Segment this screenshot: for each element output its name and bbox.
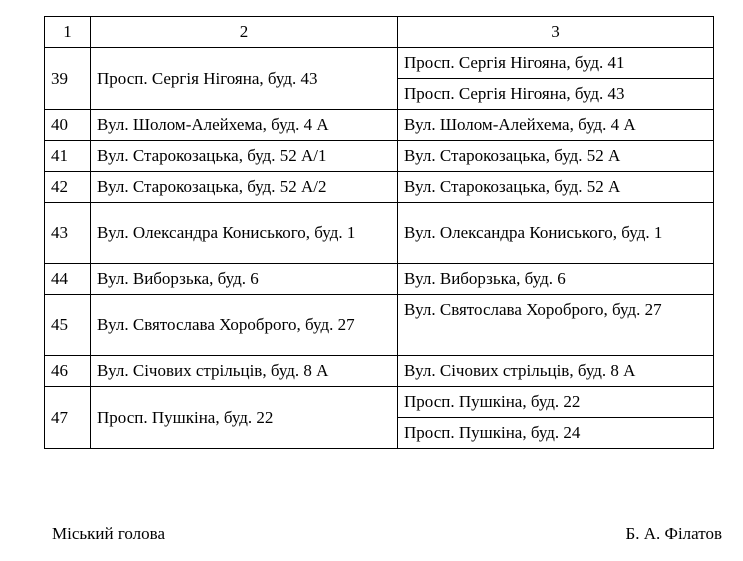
table-header-row bbox=[45, 17, 714, 48]
new-address: Вул. Олександра Кониського, буд. 1 bbox=[398, 203, 714, 264]
table-row bbox=[45, 110, 714, 141]
address-table bbox=[44, 16, 714, 449]
new-address: Просп. Пушкіна, буд. 22 bbox=[398, 387, 714, 418]
new-address: Вул. Святослава Хороброго, буд. 27 bbox=[398, 295, 714, 356]
table-row bbox=[45, 48, 714, 79]
row-number: 41 bbox=[45, 141, 91, 172]
new-address: Просп. Сергія Нігояна, буд. 41 bbox=[398, 48, 714, 79]
table-row bbox=[45, 264, 714, 295]
new-address: Вул. Старокозацька, буд. 52 А bbox=[398, 141, 714, 172]
original-address: Вул. Олександра Кониського, буд. 1 bbox=[91, 203, 398, 264]
table-row bbox=[45, 387, 714, 418]
row-number: 44 bbox=[45, 264, 91, 295]
column-header: 3 bbox=[398, 17, 714, 48]
new-address: Вул. Виборзька, буд. 6 bbox=[398, 264, 714, 295]
table-row bbox=[45, 295, 714, 356]
new-address: Вул. Шолом-Алейхема, буд. 4 А bbox=[398, 110, 714, 141]
original-address: Просп. Пушкіна, буд. 22 bbox=[91, 387, 398, 449]
column-header: 2 bbox=[91, 17, 398, 48]
original-address: Вул. Січових стрільців, буд. 8 А bbox=[91, 356, 398, 387]
row-number: 43 bbox=[45, 203, 91, 264]
original-address: Вул. Святослава Хороброго, буд. 27 bbox=[91, 295, 398, 356]
row-number: 42 bbox=[45, 172, 91, 203]
row-number: 39 bbox=[45, 48, 91, 110]
original-address: Вул. Шолом-Алейхема, буд. 4 А bbox=[91, 110, 398, 141]
row-number: 46 bbox=[45, 356, 91, 387]
table-row bbox=[45, 172, 714, 203]
new-address: Вул. Січових стрільців, буд. 8 А bbox=[398, 356, 714, 387]
row-number: 40 bbox=[45, 110, 91, 141]
new-address: Просп. Пушкіна, буд. 24 bbox=[398, 418, 714, 449]
signatory-name: Б. А. Філатов bbox=[625, 524, 722, 543]
new-address: Вул. Старокозацька, буд. 52 А bbox=[398, 172, 714, 203]
table-row bbox=[45, 141, 714, 172]
row-number: 45 bbox=[45, 295, 91, 356]
table-row bbox=[45, 203, 714, 264]
table-row bbox=[45, 356, 714, 387]
original-address: Вул. Виборзька, буд. 6 bbox=[91, 264, 398, 295]
original-address: Просп. Сергія Нігояна, буд. 43 bbox=[91, 48, 398, 110]
original-address: Вул. Старокозацька, буд. 52 А/1 bbox=[91, 141, 398, 172]
signatory-position: Міський голова bbox=[52, 524, 165, 543]
row-number: 47 bbox=[45, 387, 91, 449]
original-address: Вул. Старокозацька, буд. 52 А/2 bbox=[91, 172, 398, 203]
new-address: Просп. Сергія Нігояна, буд. 43 bbox=[398, 79, 714, 110]
column-header: 1 bbox=[45, 17, 91, 48]
